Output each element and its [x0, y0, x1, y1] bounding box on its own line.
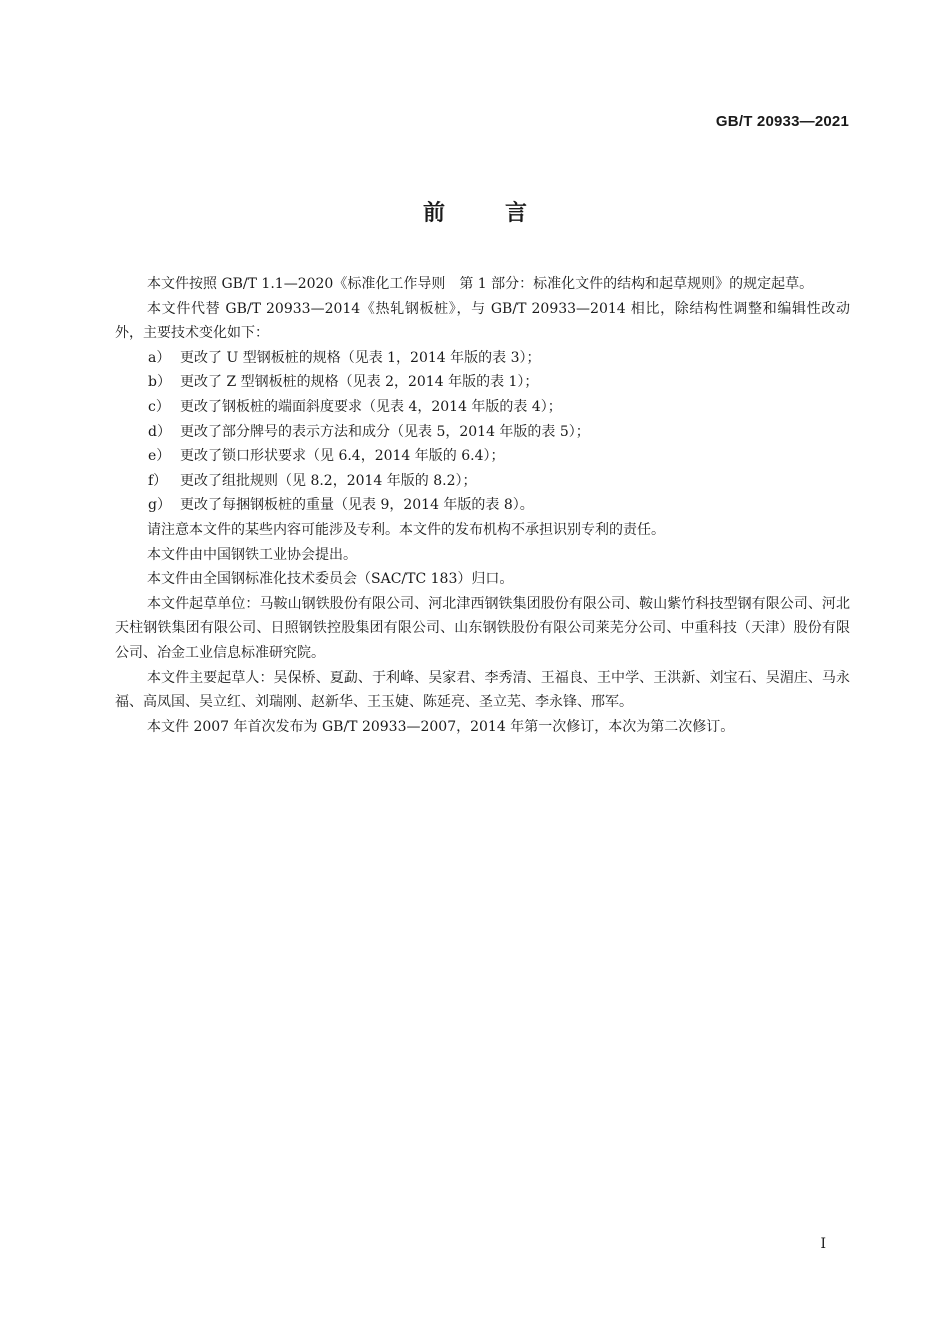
paragraph-patent-notice: 请注意本文件的某些内容可能涉及专利。本文件的发布机构不承担识别专利的责任。: [147, 521, 665, 538]
change-item-mark: f）: [148, 472, 168, 489]
change-item-text: 更改了部分牌号的表示方法和成分（见表 5，2014 年版的表 5）；: [180, 423, 590, 440]
change-item-text: 更改了组批规则（见 8.2，2014 年版的 8.2）；: [180, 472, 477, 489]
change-item-mark: b）: [148, 374, 171, 391]
paragraph-drafting-units: 本文件起草单位：马鞍山钢铁股份有限公司、河北津西钢铁集团股份有限公司、鞍山紫竹科技型钢有限公司、河北天柱钢铁集团有限公司、日照钢铁控股集团有限公司、山东钢铁股份有限公司莱芜分公司、中重科技（天津）股份有限公司、冶金工业信息标准研究院。: [115, 595, 850, 661]
paragraph-drafters: 本文件主要起草人：吴保桥、夏勐、于利峰、吴家君、李秀清、王福良、王中学、王洪新、刘宝石、吴湄庄、马永福、高凤国、吴立红、刘瑞刚、赵新华、王玉婕、陈延亮、圣立芜、李永锋、邢军。: [115, 669, 850, 711]
change-item: [115, 444, 850, 469]
change-item: [115, 395, 850, 420]
document-body: [115, 272, 850, 739]
change-item: [115, 370, 850, 395]
standard-code: GB/T 20933—2021: [715, 113, 849, 130]
page-title: 前言: [422, 201, 587, 226]
change-item: [115, 469, 850, 494]
change-item-mark: g）: [148, 497, 171, 514]
change-item-text: 更改了每捆钢板桩的重量（见表 9，2014 年版的表 8）。: [180, 497, 534, 514]
change-item-text: 更改了锁口形状要求（见 6.4，2014 年版的 6.4）；: [180, 448, 505, 465]
change-item: [115, 420, 850, 445]
change-item-mark: a）: [148, 349, 171, 366]
change-item-text: 更改了钢板桩的端面斜度要求（见表 4，2014 年版的表 4）；: [180, 398, 562, 415]
change-item: [115, 493, 850, 518]
paragraph-committee: 本文件由全国钢标准化技术委员会（SAC/TC 183）归口。: [147, 571, 514, 588]
paragraph-history: 本文件 2007 年首次发布为 GB/T 20933—2007，2014 年第一次修订，本次为第二次修订。: [147, 718, 735, 735]
paragraph-proposer: 本文件由中国钢铁工业协会提出。: [147, 546, 357, 563]
paragraph-drafting-rules: 本文件按照 GB/T 1.1—2020《标准化工作导则 第 1 部分：标准化文件的结构和起草规则》的规定起草。: [147, 276, 814, 292]
change-item-text: 更改了 Z 型钢板桩的规格（见表 2，2014 年版的表 1）；: [180, 374, 539, 391]
change-item: [115, 346, 850, 371]
change-item-mark: d）: [148, 423, 171, 440]
change-item-mark: e）: [148, 448, 171, 465]
change-item-text: 更改了 U 型钢板桩的规格（见表 1，2014 年版的表 3）；: [180, 349, 541, 366]
paragraph-replacement: 本文件代替 GB/T 20933—2014《热轧钢板桩》，与 GB/T 20933—2014 相比，除结构性调整和编辑性改动外，主要技术变化如下：: [115, 300, 850, 342]
page-number: I: [820, 1236, 826, 1252]
change-item-mark: c）: [148, 398, 170, 415]
